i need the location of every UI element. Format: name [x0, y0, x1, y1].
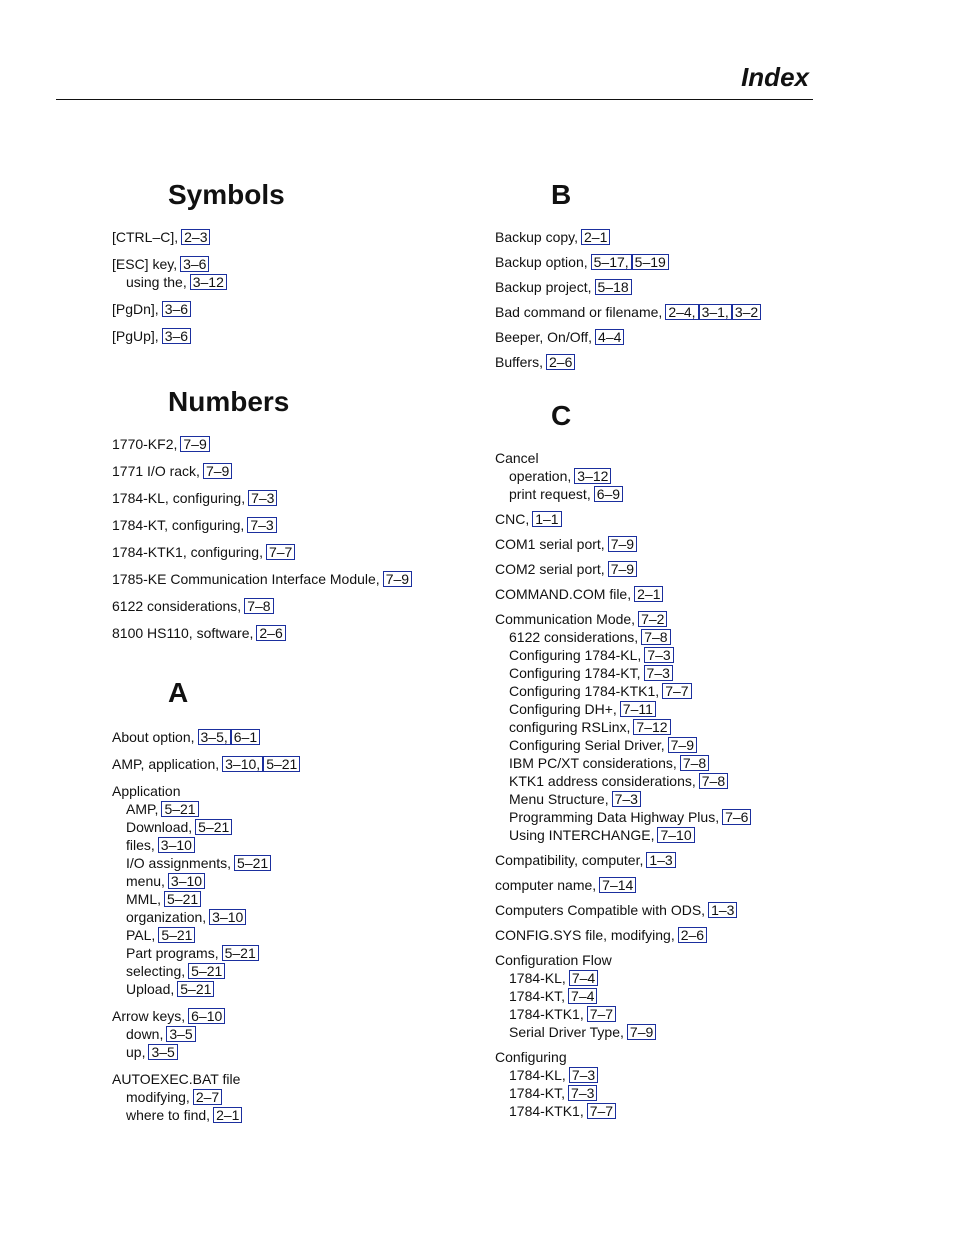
- entry-term: computer name,: [495, 877, 597, 893]
- index-column-right: [495, 178, 855, 1120]
- entry-term: 1784-KT,: [509, 988, 566, 1004]
- index-entry: [495, 951, 855, 969]
- page-reference-link[interactable]: 7–9: [180, 436, 209, 452]
- entry-term: Configuring DH+,: [509, 701, 617, 717]
- entry-term: Configuring: [495, 1049, 567, 1065]
- index-subentry: [112, 273, 472, 291]
- entry-term: 1785-KE Communication Interface Module,: [112, 571, 380, 587]
- index-entry-group: [112, 327, 472, 345]
- index-entry-group: [495, 303, 855, 321]
- index-entry-group: [112, 543, 472, 561]
- entry-term: Using INTERCHANGE,: [509, 827, 655, 843]
- index-entry-group: [495, 585, 855, 603]
- entry-term: Bad command or filename,: [495, 304, 663, 320]
- index-subentry: [112, 1025, 472, 1043]
- index-subentry: [495, 646, 855, 664]
- index-subentry: [112, 908, 472, 926]
- page-reference-link[interactable]: 5–19: [632, 254, 669, 270]
- index-entry-group: [495, 560, 855, 578]
- entry-term: modifying,: [126, 1089, 190, 1105]
- page-reference-link[interactable]: 6–10: [188, 1008, 225, 1024]
- index-entry: [495, 1048, 855, 1066]
- index-subentry: [495, 969, 855, 987]
- index-entry-group: [112, 624, 472, 642]
- index-subentry: [495, 1102, 855, 1120]
- page-reference-link[interactable]: 3–6: [162, 328, 191, 344]
- index-section-b: [495, 178, 855, 371]
- entry-term: where to find,: [126, 1107, 211, 1123]
- entry-term: KTK1 address considerations,: [509, 773, 696, 789]
- index-entry-group: [495, 449, 855, 503]
- index-entry: [495, 610, 855, 628]
- page-reference-link[interactable]: 3–5,: [198, 729, 231, 745]
- entry-term: Programming Data Highway Plus,: [509, 809, 720, 825]
- page-reference-link[interactable]: 3–6: [180, 256, 209, 272]
- index-entry: [495, 901, 855, 919]
- index-entry-group: [112, 516, 472, 534]
- page-reference-link[interactable]: 3–10: [158, 837, 195, 853]
- entry-term: Menu Structure,: [509, 791, 609, 807]
- entry-term: AUTOEXEC.BAT file: [112, 1071, 241, 1087]
- index-entry-group: [495, 851, 855, 869]
- page-reference-link[interactable]: 2–6: [678, 927, 707, 943]
- entry-term: 1784-KL,: [509, 970, 566, 986]
- index-entry: [112, 755, 472, 773]
- index-entry: [112, 228, 472, 246]
- index-subentry: [112, 818, 472, 836]
- index-subentry: [112, 944, 472, 962]
- page-reference-link[interactable]: 5–21: [177, 981, 214, 997]
- index-entry-group: [112, 300, 472, 318]
- index-subentry: [495, 700, 855, 718]
- entry-term: AMP,: [126, 801, 159, 817]
- page-reference-link[interactable]: 5–21: [164, 891, 201, 907]
- page-reference-link[interactable]: 7–9: [668, 737, 697, 753]
- index-section-symbols: [112, 178, 472, 345]
- index-subentry: [495, 754, 855, 772]
- index-subentry: [112, 854, 472, 872]
- entry-term: Computers Compatible with ODS,: [495, 902, 706, 918]
- entry-term: 8100 HS110, software,: [112, 625, 254, 641]
- entry-term: [CTRL–C],: [112, 229, 179, 245]
- index-entry: [495, 449, 855, 467]
- entry-term: COM1 serial port,: [495, 536, 605, 552]
- index-entry: [112, 782, 472, 800]
- entry-term: 1784-KT, configuring,: [112, 517, 245, 533]
- index-entry-group: [112, 570, 472, 588]
- page-reference-link[interactable]: 3–10: [209, 909, 246, 925]
- section-heading: A: [168, 677, 189, 708]
- page-reference-link[interactable]: 2–1: [581, 229, 610, 245]
- page-reference-link[interactable]: 7–3: [247, 517, 276, 533]
- page-reference-link[interactable]: 5–17,: [591, 254, 632, 270]
- index-entry: [495, 303, 855, 321]
- index-entry: [495, 560, 855, 578]
- page-reference-link[interactable]: 7–9: [608, 536, 637, 552]
- index-entry-group: [495, 951, 855, 1041]
- page-reference-link[interactable]: 3–6: [162, 301, 191, 317]
- index-entry-group: [112, 597, 472, 615]
- index-entry: [112, 570, 472, 588]
- page-title: Index: [741, 62, 809, 92]
- index-entry: [112, 516, 472, 534]
- index-section-a: [112, 676, 472, 1124]
- index-entry: [112, 543, 472, 561]
- index-entry: [495, 510, 855, 528]
- entry-term: Application: [112, 783, 181, 799]
- index-entry-group: [495, 353, 855, 371]
- entry-term: print request,: [509, 486, 591, 502]
- entry-term: Upload,: [126, 981, 175, 997]
- entry-term: 1784-KTK1, configuring,: [112, 544, 263, 560]
- page-reference-link[interactable]: 3–5: [148, 1044, 177, 1060]
- index-subentry: [112, 1106, 472, 1124]
- entry-term: using the,: [126, 274, 187, 290]
- index-subentry: [495, 485, 855, 503]
- entry-term: 6122 considerations,: [112, 598, 242, 614]
- page-reference-link[interactable]: 6–9: [594, 486, 623, 502]
- index-subentry: [112, 1043, 472, 1061]
- index-entry-group: [112, 255, 472, 291]
- page-reference-link[interactable]: 7–7: [587, 1103, 616, 1119]
- entry-term: COMMAND.COM file,: [495, 586, 632, 602]
- page-reference-link[interactable]: 2–3: [181, 229, 210, 245]
- entry-term: Buffers,: [495, 354, 543, 370]
- index-entry: [495, 851, 855, 869]
- page-reference-link[interactable]: 7–2: [638, 611, 667, 627]
- page-reference-link[interactable]: 2–4,: [665, 304, 698, 320]
- entry-term: configuring RSLinx,: [509, 719, 631, 735]
- entry-term: Communication Mode,: [495, 611, 636, 627]
- index-entry: [112, 597, 472, 615]
- index-subentry: [112, 872, 472, 890]
- header-divider: [56, 99, 813, 100]
- entry-term: AMP, application,: [112, 756, 220, 772]
- index-entry-group: [112, 228, 472, 246]
- page-reference-link[interactable]: 5–21: [161, 801, 198, 817]
- index-entry-group: [495, 278, 855, 296]
- index-subentry: [495, 467, 855, 485]
- page-reference-link[interactable]: 2–1: [213, 1107, 242, 1123]
- page-reference-link[interactable]: 2–7: [193, 1089, 222, 1105]
- section-heading: B: [551, 179, 572, 210]
- entry-term: selecting,: [126, 963, 186, 979]
- index-entry: [495, 353, 855, 371]
- page-reference-link[interactable]: 5–21: [222, 945, 259, 961]
- page-reference-link[interactable]: 2–1: [634, 586, 663, 602]
- index-entry: [495, 926, 855, 944]
- entry-term: Download,: [126, 819, 193, 835]
- page-reference-link[interactable]: 5–21: [263, 756, 300, 772]
- page-reference-link[interactable]: 3–12: [574, 468, 611, 484]
- index-subentry: [495, 718, 855, 736]
- index-column-left: [112, 178, 472, 1124]
- entry-term: Backup option,: [495, 254, 588, 270]
- index-entry-group: [495, 610, 855, 844]
- page-reference-link[interactable]: 6–1: [231, 729, 260, 745]
- page-reference-link[interactable]: 4–4: [595, 329, 624, 345]
- index-subentry: [112, 800, 472, 818]
- entry-term: Configuring 1784-KT,: [509, 665, 641, 681]
- section-heading: Symbols: [168, 179, 285, 210]
- entry-term: Part programs,: [126, 945, 219, 961]
- index-subentry: [112, 836, 472, 854]
- index-subentry: [495, 1066, 855, 1084]
- entry-term: Configuring 1784-KTK1,: [509, 683, 660, 699]
- entry-term: IBM PC/XT considerations,: [509, 755, 677, 771]
- index-entry-group: [112, 489, 472, 507]
- page-reference-link[interactable]: 5–21: [188, 963, 225, 979]
- entry-term: Cancel: [495, 450, 539, 466]
- index-subentry: [495, 1005, 855, 1023]
- index-entry: [495, 535, 855, 553]
- index-entry: [112, 728, 472, 746]
- page-reference-link[interactable]: 3–2: [732, 304, 761, 320]
- entry-term: Configuration Flow: [495, 952, 612, 968]
- entry-term: 1784-KTK1,: [509, 1006, 584, 1022]
- index-entry-group: [495, 253, 855, 271]
- entry-term: 1784-KL, configuring,: [112, 490, 246, 506]
- entry-term: Backup project,: [495, 279, 592, 295]
- index-entry-group: [495, 228, 855, 246]
- index-subentry: [495, 1084, 855, 1102]
- index-subentry: [495, 790, 855, 808]
- index-entry: [495, 278, 855, 296]
- index-entry-group: [112, 1070, 472, 1124]
- index-entry: [112, 1007, 472, 1025]
- index-entry-group: [495, 1048, 855, 1120]
- index-entry: [112, 489, 472, 507]
- page-reference-link[interactable]: 3–10,: [222, 756, 263, 772]
- index-subentry: [112, 1088, 472, 1106]
- section-heading: Numbers: [168, 386, 290, 417]
- page-reference-link[interactable]: 3–5: [166, 1026, 195, 1042]
- entry-term: 1784-KL,: [509, 1067, 566, 1083]
- index-entry: [112, 255, 472, 273]
- index-subentry: [495, 664, 855, 682]
- entry-term: I/O assignments,: [126, 855, 232, 871]
- entry-term: Beeper, On/Off,: [495, 329, 593, 345]
- entry-term: [ESC] key,: [112, 256, 178, 272]
- page-reference-link[interactable]: 7–9: [608, 561, 637, 577]
- index-entry: [112, 327, 472, 345]
- index-entry-group: [495, 901, 855, 919]
- index-subentry: [495, 826, 855, 844]
- page-reference-link[interactable]: 1–1: [532, 511, 561, 527]
- entry-term: Configuring Serial Driver,: [509, 737, 665, 753]
- page-reference-link[interactable]: 1–3: [646, 852, 675, 868]
- index-entry: [495, 585, 855, 603]
- entry-term: [PgDn],: [112, 301, 159, 317]
- index-entry-group: [495, 535, 855, 553]
- page-reference-link[interactable]: 7–6: [722, 809, 751, 825]
- index-entry-group: [112, 782, 472, 998]
- page-reference-link[interactable]: 3–12: [190, 274, 227, 290]
- page-reference-link[interactable]: 3–1,: [699, 304, 732, 320]
- index-subentry: [495, 628, 855, 646]
- page-reference-link[interactable]: 7–8: [244, 598, 273, 614]
- index-entry: [495, 253, 855, 271]
- index-entry: [112, 300, 472, 318]
- entry-term: COM2 serial port,: [495, 561, 605, 577]
- page-reference-link[interactable]: 7–3: [644, 647, 673, 663]
- index-entry: [112, 462, 472, 480]
- entry-term: MML,: [126, 891, 161, 907]
- entry-term: down,: [126, 1026, 164, 1042]
- entry-term: files,: [126, 837, 155, 853]
- index-subentry: [495, 772, 855, 790]
- page-reference-link[interactable]: 7–7: [662, 683, 691, 699]
- page-reference-link[interactable]: 2–6: [546, 354, 575, 370]
- entry-term: up,: [126, 1044, 146, 1060]
- entry-term: Backup copy,: [495, 229, 579, 245]
- page-reference-link[interactable]: 7–8: [699, 773, 728, 789]
- index-subentry: [495, 808, 855, 826]
- index-section-numbers: [112, 385, 472, 642]
- index-subentry: [112, 890, 472, 908]
- index-subentry: [495, 682, 855, 700]
- index-subentry: [495, 1023, 855, 1041]
- entry-term: 1771 I/O rack,: [112, 463, 200, 479]
- entry-term: 1770-KF2,: [112, 436, 178, 452]
- entry-term: 1784-KT,: [509, 1085, 566, 1101]
- page-reference-link[interactable]: 7–3: [612, 791, 641, 807]
- page-reference-link[interactable]: 7–3: [568, 1085, 597, 1101]
- page-reference-link[interactable]: 7–3: [569, 1067, 598, 1083]
- index-entry: [112, 624, 472, 642]
- page-reference-link[interactable]: 7–10: [657, 827, 694, 843]
- entry-term: About option,: [112, 729, 195, 745]
- page-reference-link[interactable]: 7–9: [383, 571, 412, 587]
- page-reference-link[interactable]: 7–7: [266, 544, 295, 560]
- index-entry-group: [112, 435, 472, 453]
- index-entry-group: [495, 328, 855, 346]
- index-entry: [495, 328, 855, 346]
- page-reference-link[interactable]: 7–11: [620, 701, 656, 717]
- entry-term: CNC,: [495, 511, 530, 527]
- entry-term: 6122 considerations,: [509, 629, 639, 645]
- index-entry-group: [495, 926, 855, 944]
- index-entry: [112, 1070, 472, 1088]
- page-reference-link[interactable]: 5–21: [234, 855, 271, 871]
- index-subentry: [112, 926, 472, 944]
- entry-term: [PgUp],: [112, 328, 159, 344]
- index-entry: [495, 876, 855, 894]
- section-heading: C: [551, 400, 572, 431]
- index-subentry: [112, 962, 472, 980]
- entry-term: organization,: [126, 909, 207, 925]
- page-reference-link[interactable]: 7–3: [644, 665, 673, 681]
- page-reference-link[interactable]: 7–8: [680, 755, 709, 771]
- index-entry-group: [112, 1007, 472, 1061]
- page-reference-link[interactable]: 2–6: [256, 625, 285, 641]
- page-reference-link[interactable]: 7–9: [203, 463, 232, 479]
- page-reference-link[interactable]: 7–14: [599, 877, 636, 893]
- page-reference-link[interactable]: 7–4: [568, 988, 597, 1004]
- index-entry-group: [495, 510, 855, 528]
- index-section-c: [495, 399, 855, 1120]
- entry-term: Compatibility, computer,: [495, 852, 644, 868]
- page-reference-link[interactable]: 1–3: [708, 902, 737, 918]
- index-entry-group: [112, 755, 472, 773]
- page-reference-link[interactable]: 5–18: [595, 279, 632, 295]
- page-reference-link[interactable]: 7–3: [248, 490, 277, 506]
- page-reference-link[interactable]: 5–21: [158, 927, 195, 943]
- entry-term: PAL,: [126, 927, 156, 943]
- entry-term: 1784-KTK1,: [509, 1103, 584, 1119]
- entry-term: CONFIG.SYS file, modifying,: [495, 927, 675, 943]
- index-entry: [495, 228, 855, 246]
- index-subentry: [112, 980, 472, 998]
- index-entry-group: [112, 462, 472, 480]
- page-reference-link[interactable]: 7–7: [587, 1006, 616, 1022]
- index-subentry: [495, 987, 855, 1005]
- entry-term: menu,: [126, 873, 165, 889]
- index-entry-group: [112, 728, 472, 746]
- index-entry: [112, 435, 472, 453]
- page-reference-link[interactable]: 7–8: [641, 629, 670, 645]
- entry-term: Configuring 1784-KL,: [509, 647, 642, 663]
- index-entry-group: [495, 876, 855, 894]
- page-reference-link[interactable]: 7–4: [569, 970, 598, 986]
- page-reference-link[interactable]: 3–10: [168, 873, 205, 889]
- index-subentry: [495, 736, 855, 754]
- page-reference-link[interactable]: 5–21: [195, 819, 232, 835]
- entry-term: operation,: [509, 468, 572, 484]
- page-reference-link[interactable]: 7–12: [633, 719, 670, 735]
- page-reference-link[interactable]: 7–9: [627, 1024, 656, 1040]
- entry-term: Serial Driver Type,: [509, 1024, 624, 1040]
- entry-term: Arrow keys,: [112, 1008, 186, 1024]
